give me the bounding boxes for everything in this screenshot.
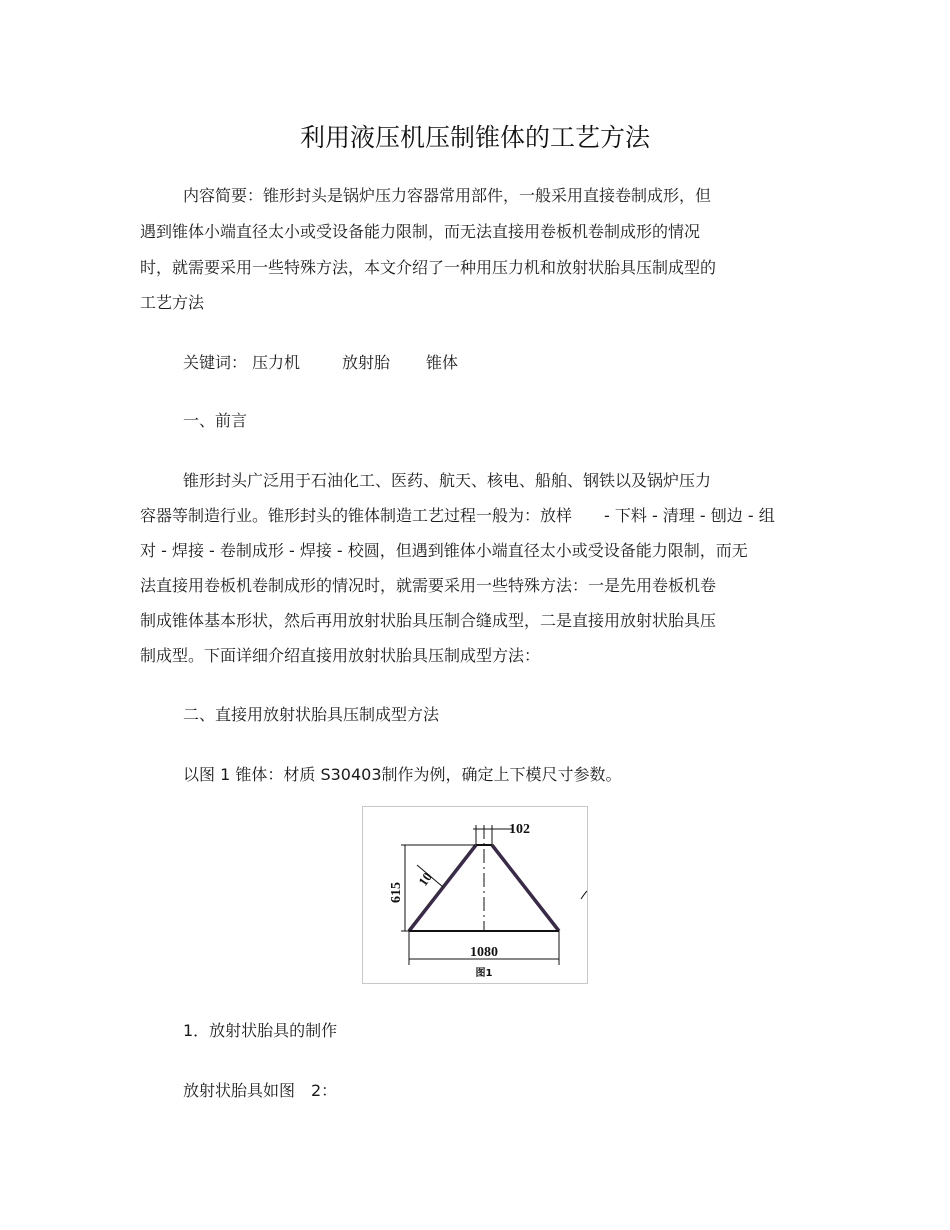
abstract-line-2: 遇到锥体小端直径太小或受设备能力限制，而无法直接用卷板机卷制成形的情况 <box>140 222 701 241</box>
abstract-line-3: 时，就需要采用一些特殊方法，本文介绍了一种用压力机和放射状胎具压制成型的 <box>140 258 717 277</box>
figure-1-top-dimension: 102 <box>509 822 530 837</box>
section1-line-6: 制成型。下面详细介绍直接用放射状胎具压制成型方法： <box>140 646 541 665</box>
figure-1-thickness-dimension: 10 <box>415 869 435 889</box>
subsection1-heading: 1．放射状胎具的制作 <box>183 1021 338 1040</box>
section1-line-3: 对 - 焊接 - 卷制成形 - 焊接 - 校圆，但遇到锥体小端直径太小或受设备能力限制，而无 <box>140 541 748 560</box>
section1-line-4: 法直接用卷板机卷制成形的情况时，就需要采用一些特殊方法：一是先用卷板机卷 <box>140 576 717 595</box>
section1-line-5: 制成锥体基本形状，然后再用放射状胎具压制合缝成型，二是直接用放射状胎具压 <box>140 611 717 630</box>
section2-intro: 以图 1 锥体：材质 S30403制作为例，确定上下模尺寸参数。 <box>183 765 622 784</box>
subsection1-text: 放射状胎具如图 2： <box>183 1081 338 1100</box>
figure-1-bottom-dimension: 1080 <box>470 945 498 960</box>
page-title: 利用液压机压制锥体的工艺方法 <box>299 123 650 152</box>
section1-line-1: 锥形封头广泛用于石油化工、医药、航天、核电、船舶、钢铁以及锅炉压力 <box>183 471 712 490</box>
keyword-item: 锥体 <box>426 353 459 372</box>
keyword-item: 压力机 <box>252 353 301 372</box>
section1-line-2: 容器等制造行业。锥形封头的锥体制造工艺过程一般为：放样 - 下料 - 清理 - 刨边 - 组 <box>140 506 775 525</box>
keyword-item: 放射胎 <box>342 353 391 372</box>
keywords-label: 关键词： <box>183 353 248 372</box>
abstract-line-1: 内容简要：锥形封头是锅炉压力容器常用部件，一般采用直接卷制成形，但 <box>183 186 712 205</box>
figure-1-cone-drawing <box>362 806 588 984</box>
figure-1-caption: 图1 <box>475 968 493 979</box>
section1-heading: 一、前言 <box>183 411 248 430</box>
abstract-line-4: 工艺方法 <box>140 293 205 312</box>
figure-1-height-dimension: 615 <box>389 882 404 903</box>
section2-heading: 二、直接用放射状胎具压制成型方法 <box>183 705 440 724</box>
